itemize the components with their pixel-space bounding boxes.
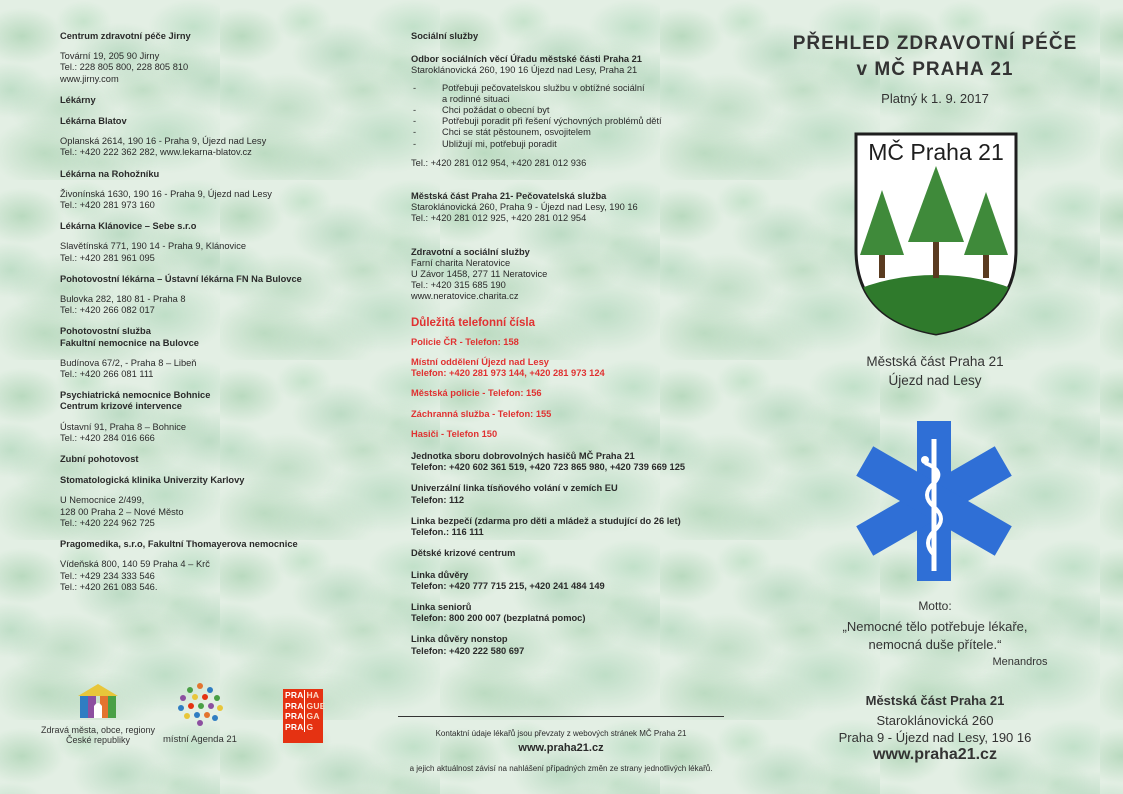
contact-block bbox=[60, 475, 360, 529]
contact-block bbox=[60, 274, 360, 317]
validity-date: Platný k 1. 9. 2017 bbox=[881, 91, 989, 106]
contact-line: Tel.: +420 266 082 017 bbox=[60, 305, 155, 316]
quote-author: Menandros bbox=[992, 656, 1048, 668]
address-name: Městská část Praha 21 bbox=[865, 693, 1005, 708]
phone-line: Dětské krizové centrum bbox=[411, 548, 516, 559]
phone-line: Telefon: +420 222 580 697 bbox=[411, 645, 525, 656]
contact-line: www.jirny.com bbox=[60, 73, 119, 84]
agenda-21-logo bbox=[155, 680, 245, 745]
contact-line: Tel.: +420 284 016 666 bbox=[60, 432, 155, 443]
page-subtitle: v MČ PRAHA 21 bbox=[856, 59, 1014, 80]
disclaimer-line-1: Kontaktní údaje lékařů jsou převzaty z webových stránek MČ Praha 21 bbox=[435, 729, 687, 738]
contact-heading: Lékárny bbox=[60, 94, 96, 105]
zdrava-mesta-label: Zdravá města, obce, regiony bbox=[40, 725, 156, 735]
spacer bbox=[60, 349, 360, 358]
other-phones-list bbox=[411, 451, 741, 657]
pecovatelska-phone: Tel.: +420 281 012 925, +420 281 012 954 bbox=[411, 213, 587, 224]
contact-block bbox=[60, 390, 360, 444]
district-name: Městská část Praha 21 bbox=[866, 354, 1004, 369]
spacer bbox=[60, 550, 360, 559]
contact-block bbox=[60, 169, 360, 212]
contact-line: Tel.: +420 266 081 111 bbox=[60, 369, 154, 380]
coat-of-arms-icon bbox=[852, 130, 1020, 338]
praha-logo bbox=[283, 689, 326, 743]
phone-line: Telefon: 800 200 007 (bezplatná pomoc) bbox=[411, 613, 586, 624]
address-city: Praha 9 - Újezd nad Lesy, 190 16 bbox=[838, 730, 1032, 745]
contact-line: Vídeňská 800, 140 59 Praha 4 – Krč bbox=[60, 559, 210, 570]
praha-cell: PRA bbox=[285, 721, 304, 732]
praha-cell: GUE bbox=[304, 701, 326, 712]
left-column bbox=[60, 31, 360, 603]
contact-line: Tel.: +420 281 973 160 bbox=[60, 200, 155, 211]
odbor-list bbox=[411, 83, 741, 150]
phone-line: Linka bezpečí (zdarma pro děti a mládež a studující do 26 let) bbox=[411, 515, 681, 526]
contact-heading: Pohotovostní lékárna – Ústavní lékárna FN Na Bulovce bbox=[60, 273, 302, 284]
contact-line: Ústavní 91, Praha 8 – Bohnice bbox=[60, 421, 187, 432]
contact-line: U Nemocnice 2/499, bbox=[60, 495, 145, 506]
zdravotni-lines bbox=[411, 258, 741, 303]
contact-block bbox=[60, 454, 360, 465]
spacer bbox=[60, 127, 360, 136]
list-item: - Chci se stát pěstounem, osvojitelem bbox=[411, 127, 741, 138]
praha-cell: PRA bbox=[285, 711, 304, 721]
contact-line: Tel.: +420 261 083 546. bbox=[60, 581, 158, 592]
contact-line: Tel.: +420 222 362 282, www.lekarna-blatov.cz bbox=[60, 147, 252, 158]
spacer bbox=[60, 413, 360, 422]
important-line: Záchranná služba - Telefon: 155 bbox=[411, 408, 552, 419]
spacer bbox=[60, 180, 360, 189]
contact-line: Živonínská 1630, 190 16 - Praha 9, Újezd nad Lesy bbox=[60, 188, 272, 199]
contact-block bbox=[60, 95, 360, 106]
agenda-21-label: místní Agenda 21 bbox=[163, 734, 237, 745]
important-phones-title: Důležitá telefonní čísla bbox=[411, 316, 535, 329]
divider bbox=[398, 716, 724, 717]
address-street: Staroklánovická 260 bbox=[876, 713, 994, 728]
phone-line: Telefon: +420 777 715 215, +420 241 484 149 bbox=[411, 580, 605, 591]
praha-cell: G bbox=[304, 722, 326, 733]
important-line: Hasiči - Telefon 150 bbox=[411, 428, 498, 439]
quote-line-2: nemocná duše přítele.“ bbox=[868, 637, 1002, 652]
contact-block bbox=[60, 326, 360, 380]
district-locality: Újezd nad Lesy bbox=[888, 373, 982, 388]
contact-line: Tel.: +420 224 962 725 bbox=[60, 517, 155, 528]
odbor-title: Odbor sociálních věcí Úřadu městské části Praha 21 bbox=[411, 54, 642, 65]
motto-label: Motto: bbox=[918, 599, 952, 613]
spacer bbox=[60, 42, 360, 51]
important-phones-list bbox=[411, 337, 741, 440]
house-icon bbox=[74, 682, 122, 720]
contact-heading: Psychiatrická nemocnice Bohnice bbox=[60, 390, 211, 401]
praha-grid bbox=[283, 689, 326, 733]
phone-line: Telefon: +420 602 361 519, +420 723 865 980, +420 739 669 125 bbox=[411, 462, 686, 473]
contact-line: Oplanská 2614, 190 16 - Praha 9, Újezd nad Lesy bbox=[60, 136, 267, 147]
list-item: - Chci požádat o obecní byt bbox=[411, 105, 741, 116]
contact-block bbox=[60, 31, 360, 85]
important-line: Policie ČR - Telefon: 158 bbox=[411, 336, 519, 347]
zdravotni-line: Tel.: +420 315 685 190 bbox=[411, 280, 506, 291]
phone-item bbox=[411, 516, 741, 538]
contact-heading: Centrum zdravotní péče Jirny bbox=[60, 31, 191, 41]
pecovatelska-address: Staroklánovická 260, Praha 9 - Újezd nad Lesy, 190 16 bbox=[411, 202, 638, 213]
social-services-title: Sociální služby bbox=[411, 31, 479, 41]
phone-item bbox=[411, 570, 741, 592]
phone-item bbox=[411, 602, 741, 624]
contact-heading-2: Centrum krizové intervence bbox=[60, 401, 182, 412]
phone-item bbox=[411, 548, 741, 559]
contact-line: 128 00 Praha 2 – Nové Město bbox=[60, 506, 184, 517]
spacer bbox=[60, 486, 360, 495]
contact-heading-2: Fakultní nemocnice na Bulovce bbox=[60, 337, 199, 348]
contact-line: Tel.: +429 234 333 546 bbox=[60, 570, 155, 581]
list-item: - Potřebuji pečovatelskou službu v obtížné sociální bbox=[411, 83, 741, 94]
contact-line: Budínova 67/2, - Praha 8 – Libeň bbox=[60, 357, 197, 368]
spacer bbox=[60, 232, 360, 241]
contact-block bbox=[60, 116, 360, 159]
pecovatelska-title: Městská část Praha 21- Pečovatelská služba bbox=[411, 191, 607, 202]
contact-heading: Zubní pohotovost bbox=[60, 454, 139, 465]
website-link[interactable]: www.praha21.cz bbox=[518, 742, 604, 754]
crest-text: MČ Praha 21 bbox=[868, 139, 1004, 165]
contact-heading: Lékárna na Rohožníku bbox=[60, 168, 160, 179]
odbor-address: Staroklánovická 260, 190 16 Újezd nad Lesy, Praha 21 bbox=[411, 65, 638, 76]
important-item bbox=[411, 337, 741, 348]
contact-heading: Pragomedika, s.r.o, Fakultní Thomayerova nemocnice bbox=[60, 539, 298, 550]
phone-line: Linka seniorů bbox=[411, 601, 472, 612]
zdravotni-line: U Závor 1458, 277 11 Neratovice bbox=[411, 269, 548, 280]
important-item bbox=[411, 409, 741, 420]
praha-cell: PRA bbox=[285, 700, 304, 711]
odbor-phone: Tel.: +420 281 012 954, +420 281 012 936 bbox=[411, 157, 587, 168]
spacer bbox=[60, 285, 360, 294]
contact-line: Tel.: +420 281 961 095 bbox=[60, 252, 155, 263]
contact-line: Tovární 19, 205 90 Jirny bbox=[60, 51, 160, 62]
phone-item bbox=[411, 451, 741, 473]
contact-block bbox=[60, 539, 360, 593]
phone-line: Linka důvěry nonstop bbox=[411, 634, 508, 645]
middle-column bbox=[411, 31, 741, 667]
contact-line: Tel.: 228 805 800, 228 805 810 bbox=[60, 62, 189, 73]
list-item: a rodinné situaci bbox=[442, 93, 510, 104]
phone-item bbox=[411, 483, 741, 505]
page-title: PŘEHLED ZDRAVOTNÍ PÉČE bbox=[792, 33, 1078, 54]
important-line: Místní oddělení Újezd nad Lesy bbox=[411, 357, 549, 368]
phone-line: Telefon: 112 bbox=[411, 494, 465, 505]
contact-heading: Lékárna Blatov bbox=[60, 116, 127, 127]
important-item bbox=[411, 429, 741, 440]
list-item: - Potřebuji poradit při řešení výchovných problémů dětí bbox=[411, 116, 741, 127]
important-line: Městská policie - Telefon: 156 bbox=[411, 388, 542, 399]
phone-line: Univerzální linka tísňového volání v zemích EU bbox=[411, 483, 618, 494]
phone-line: Linka důvěry bbox=[411, 569, 469, 580]
contact-block bbox=[60, 221, 360, 264]
important-item bbox=[411, 357, 741, 379]
phone-line: Telefon.: 116 111 bbox=[411, 527, 484, 538]
list-item: - Ubližují mi, potřebuji poradit bbox=[411, 139, 741, 150]
important-item bbox=[411, 388, 741, 399]
phone-line: Jednotka sboru dobrovolných hasičů MČ Praha 21 bbox=[411, 451, 635, 462]
praha-cell: PRA bbox=[285, 690, 304, 700]
zdravotni-line: Farní charita Neratovice bbox=[411, 257, 511, 268]
zdravotni-title: Zdravotní a sociální služby bbox=[411, 246, 530, 257]
important-line: Telefon: +420 281 973 144, +420 281 973 124 bbox=[411, 368, 605, 379]
star-of-life-icon bbox=[854, 420, 1014, 582]
quote-line-1: „Nemocné tělo potřebuje lékaře, bbox=[842, 619, 1028, 634]
dots-icon bbox=[175, 680, 225, 726]
praha-cell: GA bbox=[304, 711, 326, 722]
footer-website-link[interactable]: www.praha21.cz bbox=[873, 746, 997, 763]
zdrava-mesta-label-2: České republiky bbox=[65, 735, 131, 745]
contact-heading: Stomatologická klinika Univerzity Karlovy bbox=[60, 475, 245, 486]
contact-line: Bulovka 282, 180 81 - Praha 8 bbox=[60, 294, 186, 305]
contact-line: Slavětínská 771, 190 14 - Praha 9, Klánovice bbox=[60, 241, 247, 252]
disclaimer-line-2: a jejich aktuálnost závisí na nahlášení případných změn ze strany jednotlivých lékařů. bbox=[409, 764, 713, 773]
contact-heading: Lékárna Klánovice – Sebe s.r.o bbox=[60, 221, 197, 232]
zdravotni-line: www.neratovice.charita.cz bbox=[411, 291, 519, 302]
phone-item bbox=[411, 634, 741, 656]
contact-heading: Pohotovostní služba bbox=[60, 326, 151, 337]
praha-cell: HA bbox=[304, 690, 326, 701]
zdrava-mesta-logo bbox=[33, 682, 163, 745]
